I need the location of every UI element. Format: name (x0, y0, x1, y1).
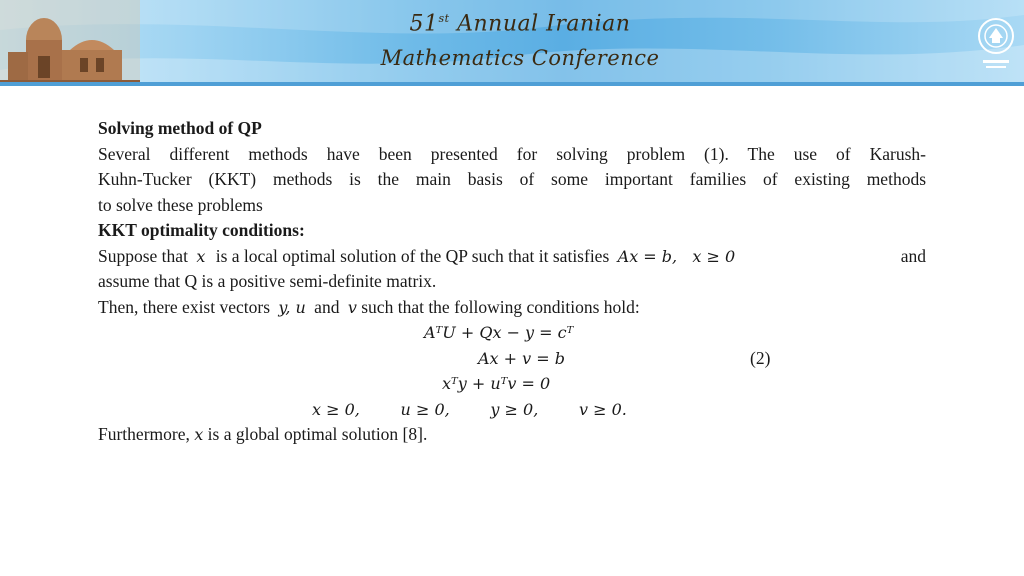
kkt-equation-stationarity: AᵀU + Qx − y = cᵀ (424, 323, 574, 342)
text-fragment: Then, there exist vectors (98, 296, 271, 317)
suppose-line (98, 244, 926, 270)
kkt-equation-feasibility: Ax + v = b (478, 348, 566, 368)
text-fragment: such that the following conditions hold: (361, 296, 640, 317)
paragraph-line: Kuhn-Tucker (KKT) methods is the main basis of some important families of existing methods (98, 169, 926, 189)
conference-ordinal: 51 (409, 11, 439, 37)
section-heading: Solving method of QP (98, 118, 262, 138)
paragraph-line: assume that Q is a positive semi-definite matrix. (98, 271, 437, 291)
paragraph-line: to solve these problems (98, 194, 263, 215)
conference-title (340, 2, 700, 75)
text-fragment: is a global optimal solution [8]. (207, 424, 428, 444)
text-fragment: Furthermore, (98, 424, 190, 444)
equation-row (98, 346, 926, 372)
kkt-equation-nonnegativity: x ≥ 0, u ≥ 0, y ≥ 0, v ≥ 0. (312, 399, 627, 419)
equation-row (98, 320, 926, 346)
conference-name: Annual Iranian (457, 11, 631, 37)
conclusion-line (98, 422, 926, 448)
banner-bottom-stripe (0, 82, 1024, 86)
historic-building-illustration (0, 0, 140, 86)
math-variable: x (194, 425, 204, 444)
equation-row (98, 397, 926, 423)
text-fragment: Suppose that (98, 245, 188, 266)
kkt-heading: KKT optimality conditions: (98, 220, 305, 240)
then-line (98, 295, 926, 321)
slide-body (98, 116, 926, 448)
text-fragment: and (314, 296, 340, 317)
paragraph-line: Several different methods have been presented for solving problem (1). The use of Karush- (98, 143, 926, 164)
math-variable: y, u (278, 297, 306, 317)
equation-row (98, 371, 926, 397)
equation-number: (2) (750, 347, 771, 368)
conference-ordinal-suffix: st (438, 12, 450, 25)
conference-title-line1 (340, 2, 700, 41)
math-condition: Ax = b, x ≥ 0 (617, 246, 736, 266)
conference-title-line2: Mathematics Conference (380, 46, 660, 71)
math-variable: v (347, 297, 357, 317)
university-emblem-icon (974, 14, 1018, 80)
conference-banner (0, 0, 1024, 86)
kkt-equation-complementarity: xᵀy + uᵀv = 0 (442, 374, 551, 393)
math-variable: x (196, 246, 206, 266)
text-fragment: and (900, 245, 926, 266)
text-fragment: is a local optimal solution of the QP such that it satisfies (215, 245, 610, 266)
